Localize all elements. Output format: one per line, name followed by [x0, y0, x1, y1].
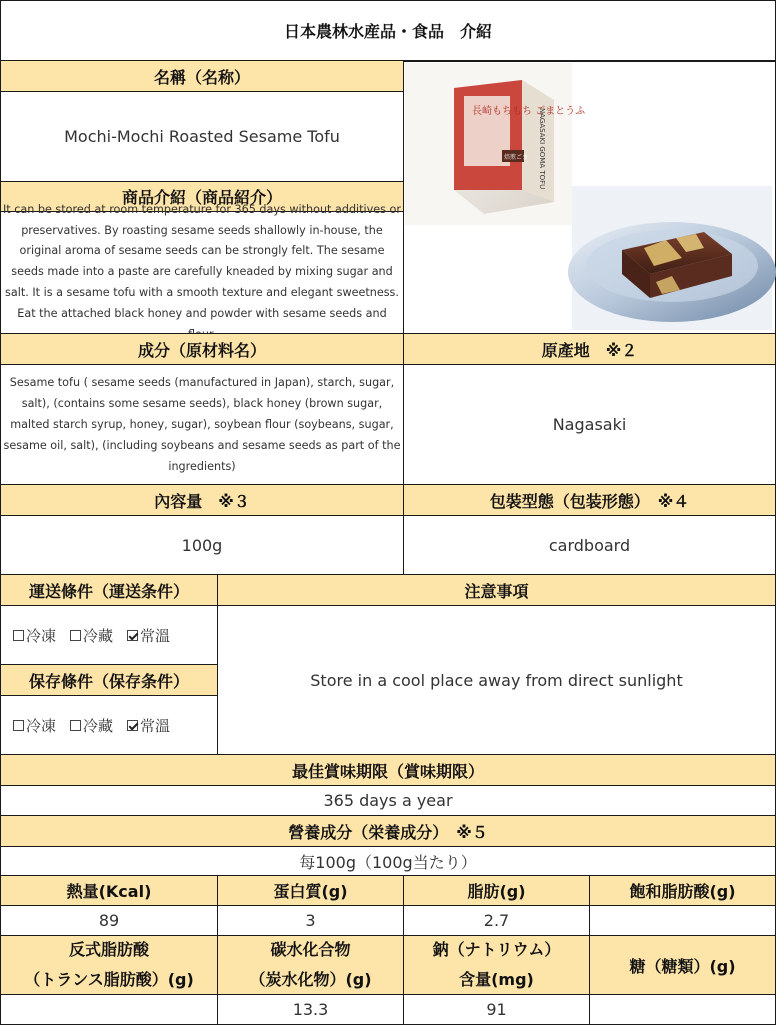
- nutrition-col-header: [403, 935, 590, 995]
- transport-options: [0, 605, 218, 665]
- content-header: 內容量 ※３: [0, 484, 404, 516]
- nutrition-col-header: [0, 935, 218, 995]
- product-name: Mochi-Mochi Roasted Sesame Tofu: [0, 91, 404, 182]
- storage-header: 保存條件（保存条件）: [0, 664, 218, 696]
- nutrition-col-header: 糖（糖類）(g): [589, 935, 776, 995]
- package-side-label: NAGASAKI GOMA TOFU: [538, 108, 546, 190]
- package-badge-label: 焙煎ごま: [504, 154, 529, 161]
- nutrition-col-header: [217, 935, 404, 995]
- best-before-value: 365 days a year: [0, 785, 776, 816]
- storage-option-frozen[interactable]: 冷凍: [13, 715, 56, 736]
- storage-option-chilled[interactable]: 冷藏: [70, 715, 113, 736]
- storage-option-ambient[interactable]: 常溫: [127, 715, 170, 736]
- nutrition-value: [589, 905, 776, 936]
- nutrition-col-header: 脂肪(g): [403, 875, 590, 906]
- nutrition-basis: 每100g（100g当たり）: [0, 846, 776, 876]
- intro-header: 商品介紹（商品紹介）: [0, 181, 404, 212]
- name-header: 名稱（名称）: [0, 60, 404, 92]
- notes-header: 注意事項: [217, 574, 776, 606]
- product-description: preservatives. By roasting sesame seeds shallowly in-house, the original aroma of sesame seeds can be strongly felt. The sesame seeds made into a paste are carefully kneaded by mixing sugar and salt. It is a sesame tofu with a smooth texture and elegant sweetness. Eat the attached black honey and powder with sesame seeds and: [0, 211, 404, 334]
- nutrition-value: 89: [0, 905, 218, 936]
- checkbox-icon: [13, 630, 24, 641]
- nutrition-header: 營養成分（栄養成分） ※５: [0, 815, 776, 847]
- origin-value: Nagasaki: [403, 364, 776, 485]
- content-value: 100g: [0, 515, 404, 575]
- origin-header: 原產地 ※２: [403, 333, 776, 365]
- nutrition-value: 91: [403, 994, 590, 1025]
- product-photo: [404, 62, 775, 333]
- transport-option-frozen[interactable]: 冷凍: [13, 625, 56, 646]
- notes-value: Store in a cool place away from direct sunlight: [217, 605, 776, 755]
- checkbox-checked-icon: [127, 720, 138, 731]
- nutrition-col-header-line: 碳水化合物: [270, 940, 351, 959]
- checkbox-checked-icon: [127, 630, 138, 641]
- page-title: 日本農林水産品・食品 介紹: [0, 0, 776, 61]
- nutrition-value: 13.3: [217, 994, 404, 1025]
- ingredients-header: 成分（原材料名）: [0, 333, 404, 365]
- nutrition-col-header-line: 含量(mg): [459, 970, 534, 989]
- best-before-header: 最佳賞味期限（賞味期限）: [0, 754, 776, 786]
- transport-option-chilled[interactable]: 冷藏: [70, 625, 113, 646]
- nutrition-col-header-line: （トランス脂肪酸）(g): [24, 970, 194, 989]
- nutrition-col-header: 蛋白質(g): [217, 875, 404, 906]
- transport-header: 運送條件（運送条件）: [0, 574, 218, 606]
- nutrition-col-header-line: （炭水化物）(g): [249, 970, 372, 989]
- nutrition-value: 2.7: [403, 905, 590, 936]
- nutrition-col-header: 熱量(Kcal): [0, 875, 218, 906]
- product-image-area: [403, 61, 776, 334]
- checkbox-icon: [70, 630, 81, 641]
- ingredients-text: Sesame tofu ( sesame seeds (manufactured in Japan), starch, sugar, salt), (contains some sesame seeds), black honey (brown sugar, malted starch syrup, honey, sugar), soybean flour (soybeans, sugar, sesame oil, salt), (including soybeans and sesame seeds as part of the ingredients): [0, 364, 404, 485]
- checkbox-icon: [13, 720, 24, 731]
- storage-options: [0, 695, 218, 755]
- nutrition-col-header-line: 鈉（ナトリウム）: [432, 940, 561, 959]
- packaging-value: cardboard: [403, 515, 776, 575]
- packaging-header: 包裝型態（包装形態） ※４: [403, 484, 776, 516]
- nutrition-value: [0, 994, 218, 1025]
- nutrition-col-header: 飽和脂肪酸(g): [589, 875, 776, 906]
- transport-option-ambient[interactable]: 常溫: [127, 625, 170, 646]
- nutrition-value: [589, 994, 776, 1025]
- nutrition-value: 3: [217, 905, 404, 936]
- nutrition-col-header-line: 反式脂肪酸: [68, 940, 149, 959]
- package-label: 長崎もちもち ごまとうふ: [472, 106, 586, 117]
- checkbox-icon: [70, 720, 81, 731]
